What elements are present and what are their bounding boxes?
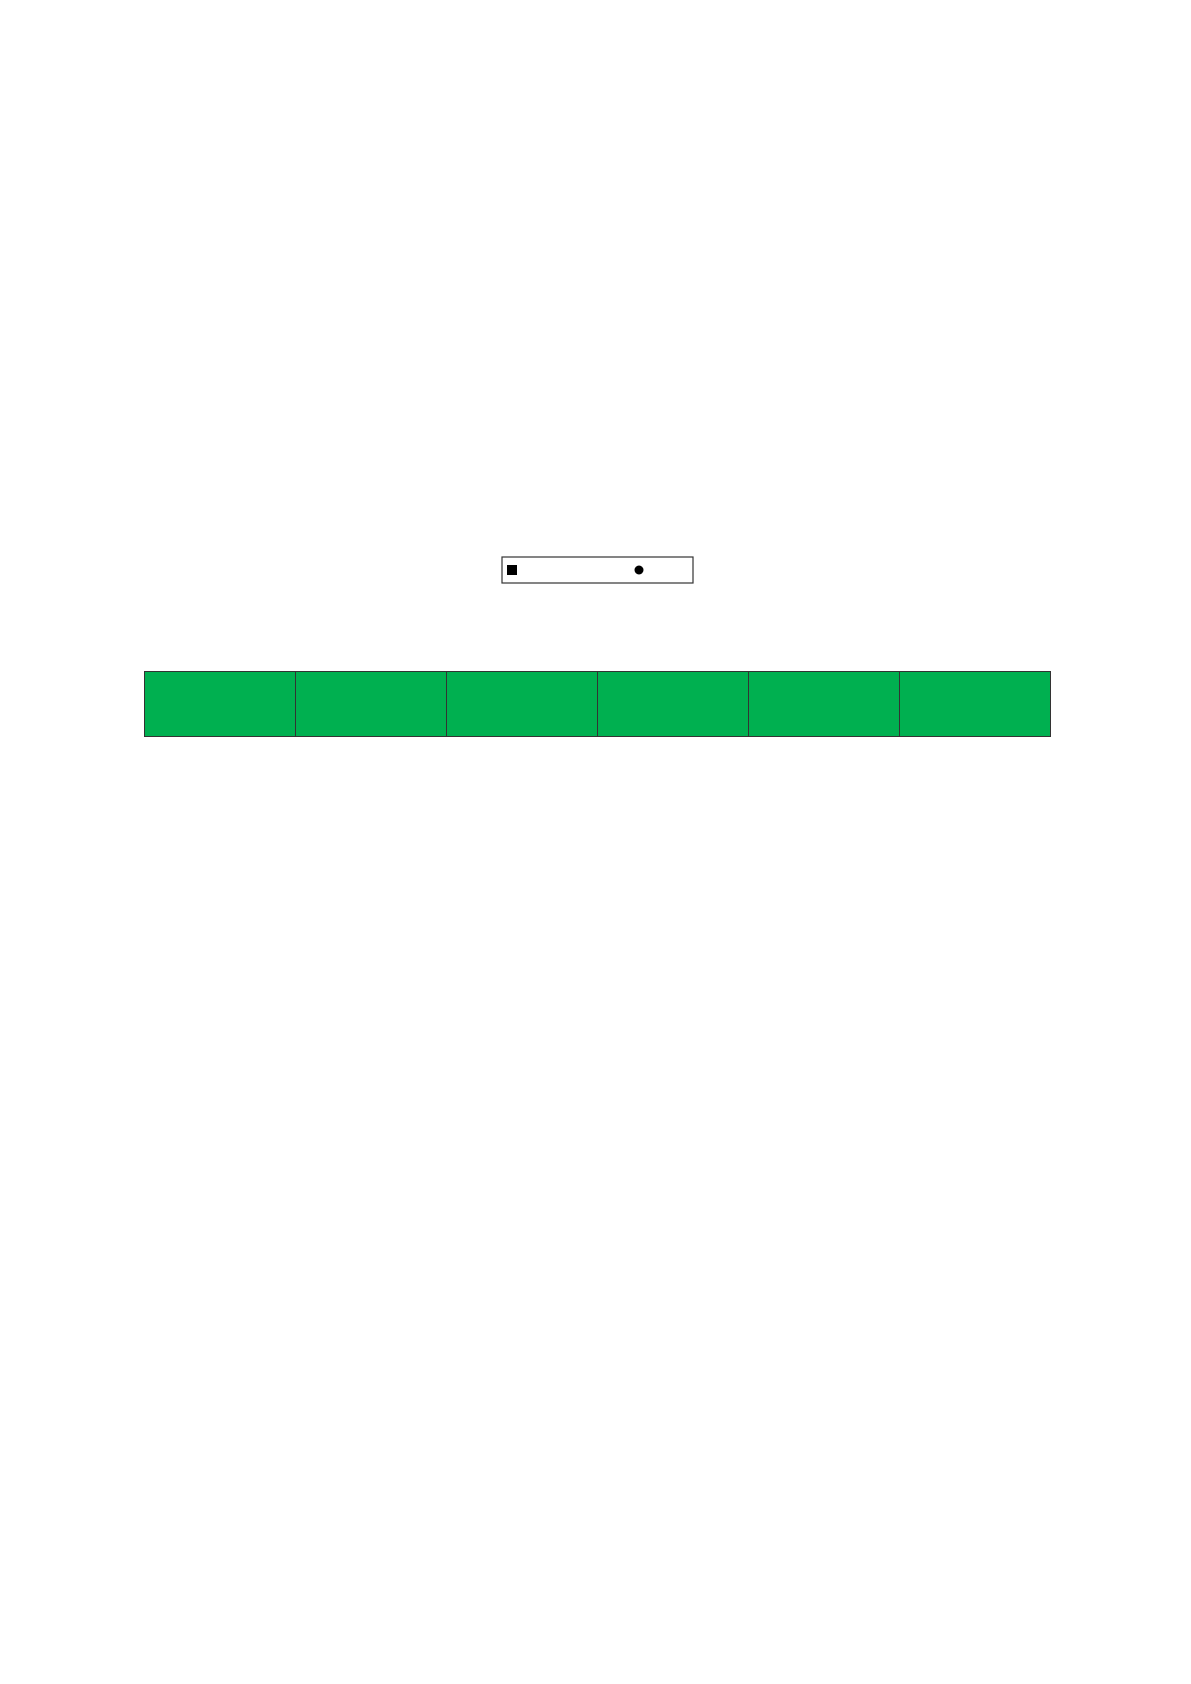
header-cell xyxy=(145,672,296,737)
header-cell xyxy=(749,672,900,737)
legend-bar-swatch xyxy=(507,565,517,575)
header-cell xyxy=(447,672,598,737)
header-cell xyxy=(296,672,447,737)
legend-box xyxy=(502,557,693,583)
header-cell xyxy=(900,672,1051,737)
table-header-row xyxy=(145,672,1051,737)
chart-legend xyxy=(502,557,693,583)
net-profit-chart xyxy=(0,0,1191,600)
legend-line-marker xyxy=(635,566,644,575)
header-cell xyxy=(598,672,749,737)
analysis-table xyxy=(144,671,1051,737)
